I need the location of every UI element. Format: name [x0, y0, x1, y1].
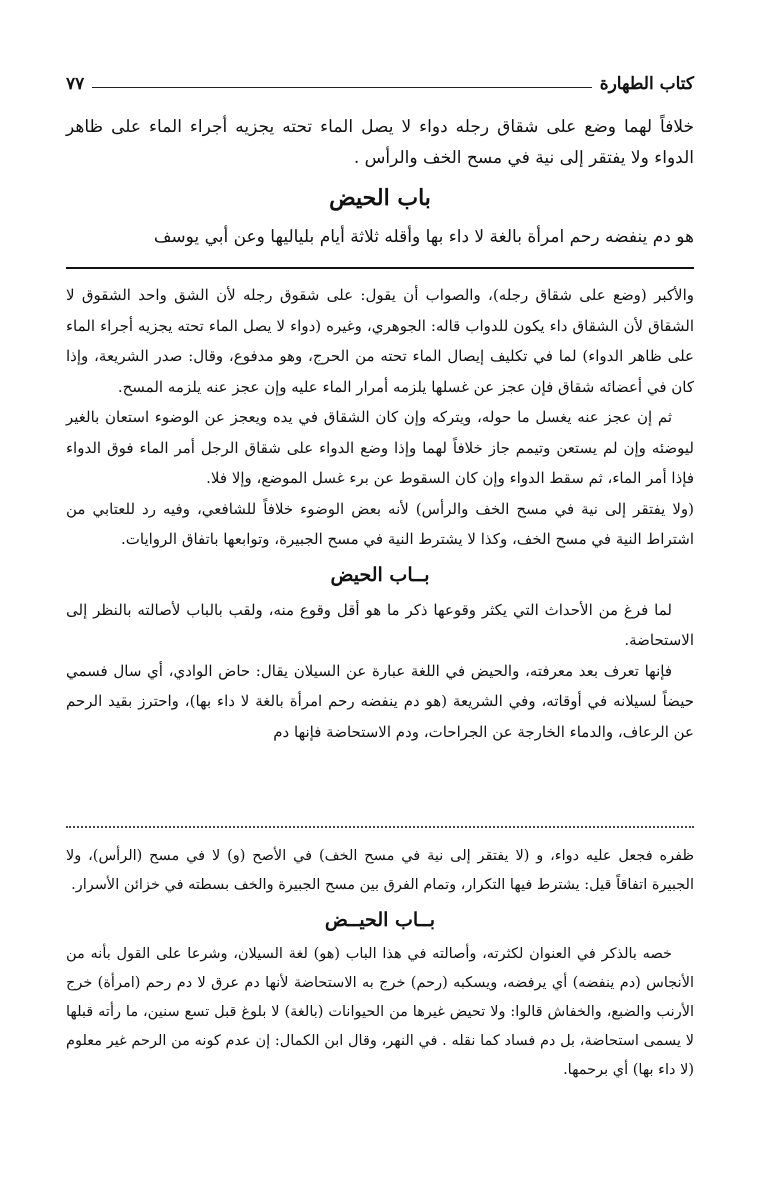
commentary-paragraph: (ولا يفتقر إلى نية في مسح الخف والرأس) لأنه بعض الوضوء خلافاً للشافعي، وفيه رد للعتابي من اشتراط النية في مسح الخف، وكذا لا يشترط النية في مسح الجبيرة، وتوابعها باتفاق الروايات.: [66, 499, 694, 548]
chapter-heading: باب الحيض: [329, 185, 431, 211]
commentary-paragraph: لما فرغ من الأحداث التي يكثر وقوعها ذكر ما هو أقل وقوع منه، ولقب بالباب لأصالته بالنظر إلى الاستحاضة.: [66, 600, 694, 649]
commentary-paragraph: فإنها تعرف بعد معرفته، والحيض في اللغة عبارة عن السيلان يقال: حاض الوادي، أي سال فسمي حيضاً لسيلانه في أوقاته، وفي الشريعة (هو دم ينفضه رحم امرأة بالغة لا داء بها)، واحترز بقيد الرحم عن الرعاف، والدماء الخارجة عن الجراحات، ودم الاستحاضة فإنها دم: [66, 661, 694, 741]
header-rule: [92, 87, 591, 88]
page-number: ٧٧: [66, 74, 85, 94]
commentary-paragraph: خصه بالذكر في العنوان لكثرته، وأصالته في هذا الباب (هو) لغة السيلان، وشرعا على القول بأنه من الأنجاس (دم ينفضه) أي يرفضه، ويسكبه (رحم) خرج به الاستحاضة لأنها دم عرق لا دم رحم (امرأة) خرج الأرنب والضبع، والخفاش قالوا: ولا تحيض غيرها من الحيوانات (بالغة) لا بلوغ قبل تسع سنين، ما رأته قبلها لا يسمى استحاضة، بل دم فساد كما نقله . في النهر، وقال ابن الكمال: إن عدم كونه من الرحم غير معلوم (لا داء بها) أي برحمها.: [66, 946, 694, 1078]
commentary-paragraph: والأكبر (وضع على شقاق رجله)، والصواب أن يقول: على شقوق رجله لأن الشق واحد الشقوق لا الشقاق لأن الشقاق داء يكون للدواب قاله: الجوهري، وغيره (دواء لا يصل الماء تحته يجزيه أجراء الماء على ظاهر الدواء) لما في تكليف إيصال الماء تحته من الحرج، وهو مدفوع، وقال: صدر الشريعة، وإذا كان في أعضائه شقاق فإن عجز عن غسلها يلزمه أمرار الماء عليه وإن عجز عنه يلزمه المسح.: [66, 286, 694, 396]
commentary-paragraph: ظفره فجعل عليه دواء، و (لا يفتقر إلى نية في مسح الخف) في الأصح (و) لا في مسح (الرأس)، ولا الجبيرة اتفاقاً قيل: يشترط فيها التكرار، وتمام الفرق بين مسح الجبيرة والخف بسطته في خزائن الأسرار.: [66, 848, 694, 893]
page-header: [66, 66, 694, 94]
commentary-second: [66, 842, 694, 1085]
main-text: [66, 112, 694, 253]
commentary-first: [66, 280, 694, 747]
section-heading: بــاب الحيــض: [324, 909, 436, 931]
main-paragraph: هو دم ينفضه رحم امرأة بالغة لا داء بها وأقله ثلاثة أيام بلياليها وعن أبي يوسف: [153, 227, 694, 247]
main-paragraph: خلافاً لهما وضع على شقاق رجله دواء لا يصل الماء تحته يجزيه أجراء الماء على ظاهر الدواء ولا يفتقر إلى نية في مسح الخف والرأس .: [66, 117, 694, 168]
text-commentary-divider: [66, 267, 694, 269]
commentary-paragraph: ثم إن عجز عنه يغسل ما حوله، ويتركه وإن كان الشقاق في يده ويعجز عن الوضوء استعان بالغير ليوضئه وإن لم يستعن وتيمم جاز خلافاً لهما وإذا وضع الدواء على شقاق الرجل أمر الماء فوق الدواء فإذا أمر الماء، ثم سقط الدواء وإن كان السقوط عن برء غسل الموضع، وإلا فلا.: [66, 408, 694, 487]
dotted-separator: [66, 826, 694, 836]
running-title: كتاب الطهارة: [599, 74, 694, 94]
section-heading: بــاب الحيض: [330, 563, 430, 586]
